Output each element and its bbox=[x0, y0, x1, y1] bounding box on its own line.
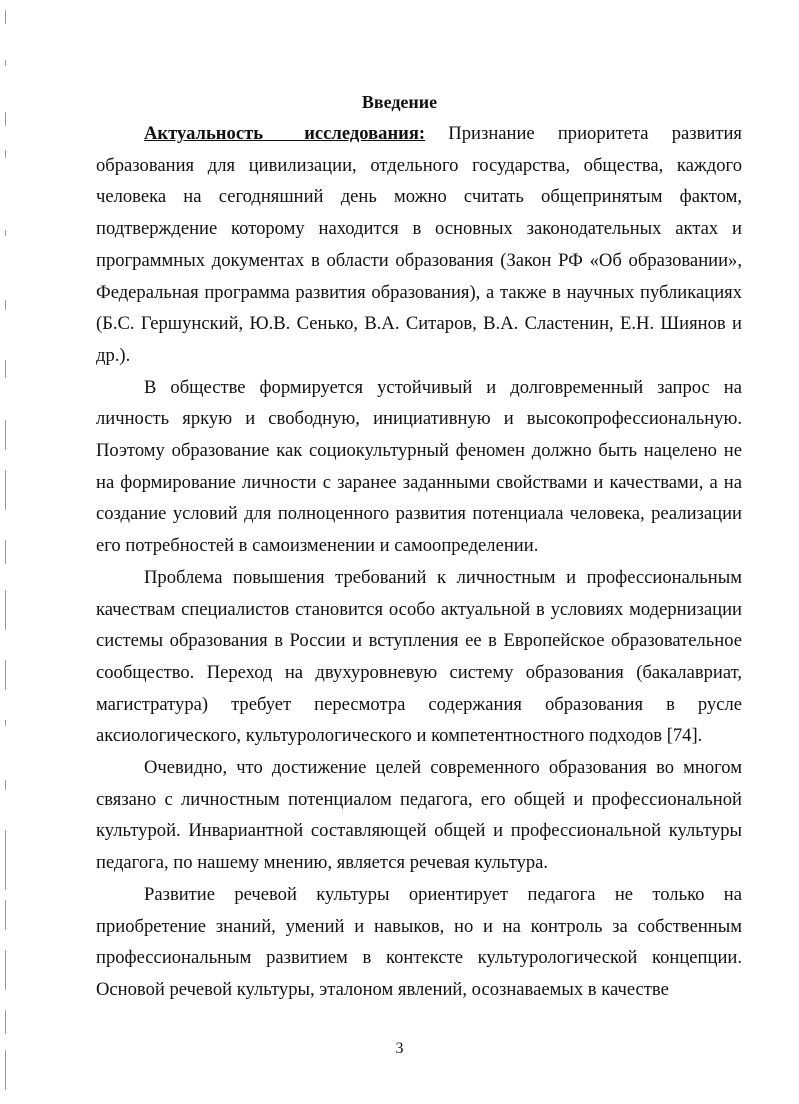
paragraph-4: Очевидно, что достижение целей современного образования во многом связано с личностным потенциалом педагога, его общей и профессиональной культурой. Инвариантной составляющей общей и профессиональной культуры педагога, по нашему мнению, является речевая культура. bbox=[96, 757, 742, 874]
paragraph-1-text: Признание приоритета развития образования для цивилизации, отдельного государства, общества, каждого человека на сегодняшний день можно считать общепринятым фактом, подтверждение которому находится в основных законодательных актах и программных документах в области образования (Закон РФ «Об образовании», Федеральная программа развития образования), а также в научных публикациях (Б.С. Гершунский, Ю.В. Сенько, В.А. Ситаров, В.А. Сластенин, Е.Н. Шиянов и др.). bbox=[96, 123, 742, 366]
scan-edge-marks bbox=[2, 0, 14, 1104]
paragraph-3: Проблема повышения требований к личностным и профессиональным качествам специалистов становится особо актуальной в условиях модернизации системы образования в России и вступления ее в Европейское образовательное сообщество. Переход на двухуровневую систему образования (бакалавриат, магистратура) требует пересмотра содержания образования в русле аксиологического, культурологического и компетентностного подходов [74]. bbox=[96, 566, 742, 747]
paragraph-2: В обществе формируется устойчивый и долговременный запрос на личность яркую и свободную, инициативную и высокопрофессиональную. Поэтому образование как социокультурный феномен должно быть нацелено не на формирование личности с заранее заданными свойствами и качествами, а на создание условий для полноценного развития потенциала человека, реализации его потребностей в самоизменении и самоопределении. bbox=[96, 376, 742, 557]
page-number: 3 bbox=[395, 1040, 404, 1057]
section-title: Введение bbox=[361, 92, 438, 112]
lead-label: Актуальность исследования: bbox=[144, 123, 426, 144]
paragraph-1 bbox=[96, 118, 742, 372]
paragraph-5: Развитие речевой культуры ориентирует педагога не только на приобретение знаний, умений и навыков, но и на контроль за собственным профессиональным развитием в контексте культурологической концепции. Основой речевой культуры, эталоном явлений, осознаваемых в качестве bbox=[96, 883, 742, 1000]
body-text bbox=[96, 118, 742, 1006]
